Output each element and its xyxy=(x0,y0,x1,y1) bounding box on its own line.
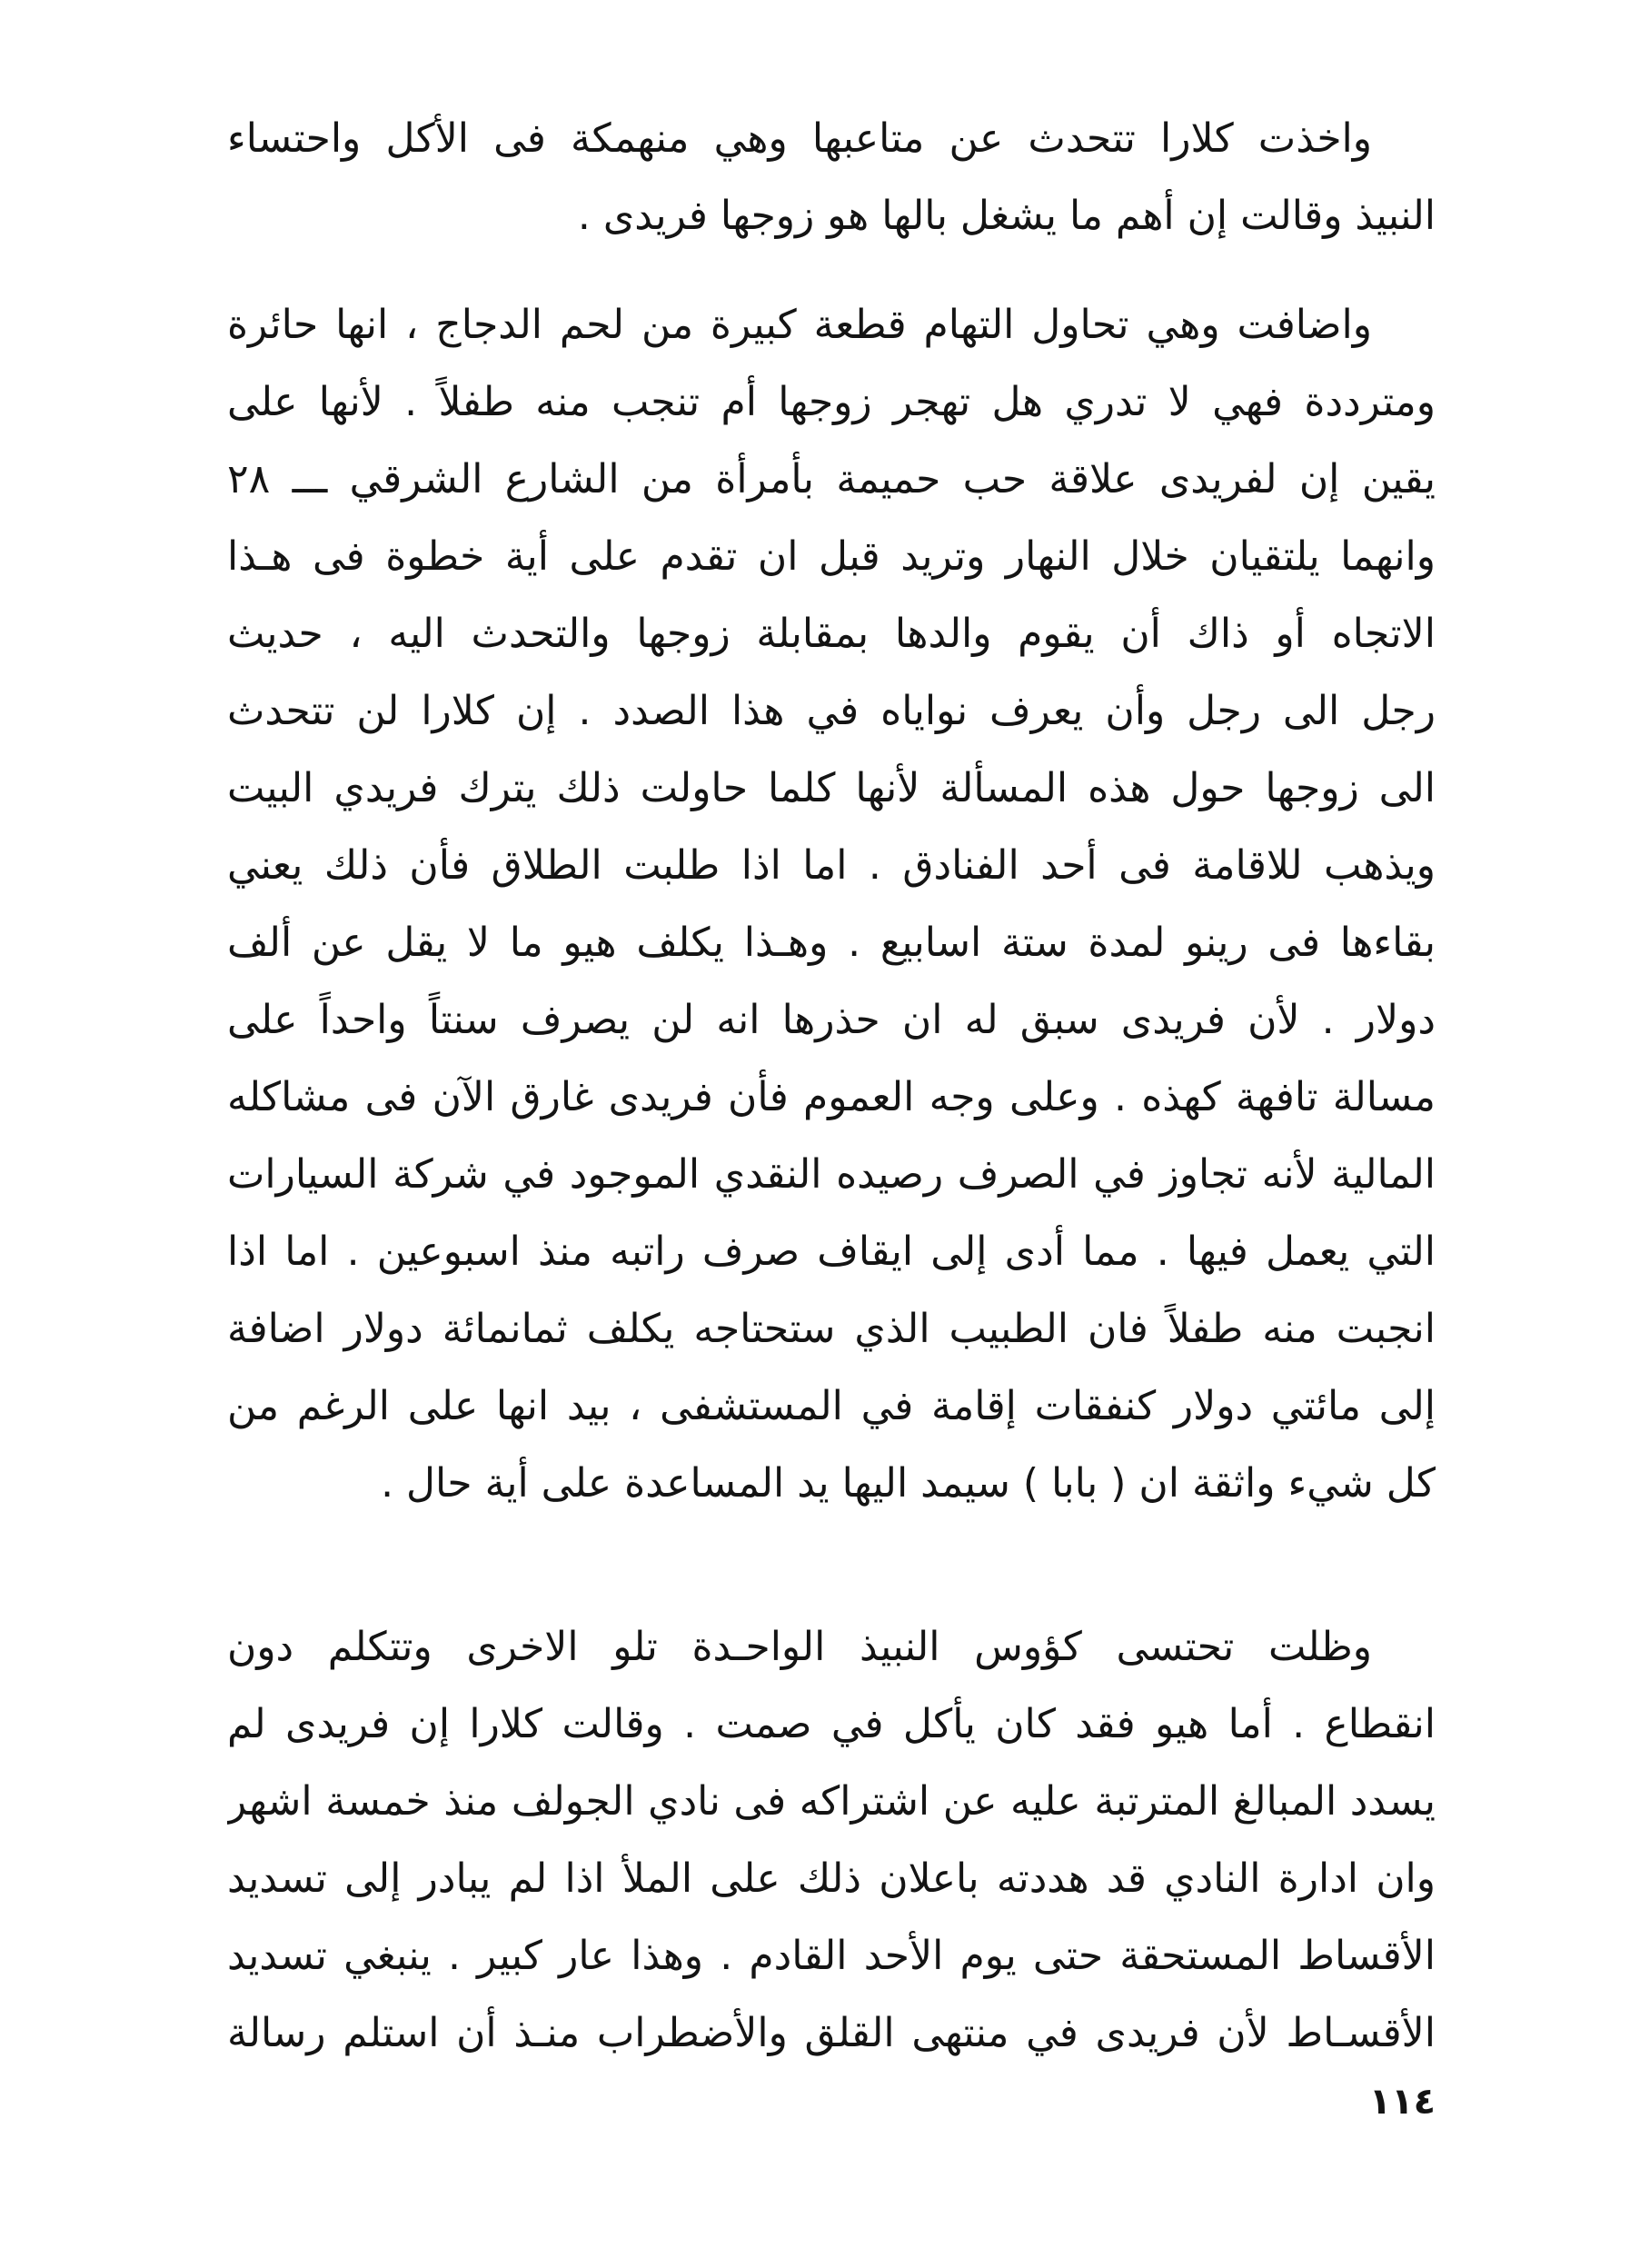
text-line: انقطاع . أما هيو فقد كان يأكل في صمت . وقالت كلارا إن فريدى لم xyxy=(227,1701,1436,1747)
text-line: وانهما يلتقيان خلال النهار وتريد قبل ان تقدم على أية خطوة فى هـذا xyxy=(227,533,1436,580)
text-line: المالية لأنه تجاوز في الصرف رصيده النقدي الموجود في شركة السيارات xyxy=(227,1151,1436,1198)
text-line: إلى مائتي دولار كنفقات إقامة في المستشفى ، بيد انها على الرغم من xyxy=(227,1383,1436,1429)
text-line: الاتجاه أو ذاك أن يقوم والدها بمقابلة زوجها والتحدث اليه ، حديث xyxy=(227,611,1436,657)
text-line: وان ادارة النادي قد هددته باعلان ذلك على الملأ اذا لم يبادر إلى تسديد xyxy=(227,1855,1436,1902)
text-line: دولار . لأن فريدى سبق له ان حذرها انه لن يصرف سنتاً واحداً على xyxy=(227,997,1436,1043)
text-line: واخذت كلارا تتحدث عن متاعبها وهي منهمكة فى الأكل واحتساء xyxy=(227,115,1372,162)
text-line: بقاءها فى رينو لمدة ستة اسابيع . وهـذا يكلف هيو ما لا يقل عن ألف xyxy=(227,920,1436,966)
text-line: الأقسـاط لأن فريدى في منتهى القلق والأضطراب منـذ أن استلم رسالة xyxy=(227,2010,1436,2056)
text-line: يسدد المبالغ المترتبة عليه عن اشتراكه فى نادي الجولف منذ خمسة اشهر xyxy=(227,1778,1436,1825)
text-line: كل شيء واثقة ان ( بابا ) سيمد اليها يد المساعدة على أية حال . xyxy=(381,1460,1436,1507)
text-line: واضافت وهي تحاول التهام قطعة كبيرة من لحم الدجاج ، انها حائرة xyxy=(227,302,1372,348)
paragraph-2 xyxy=(227,286,1436,1522)
text-line: التي يعمل فيها . مما أدى إلى ايقاف صرف راتبه منذ اسبوعين . اما اذا xyxy=(227,1228,1436,1275)
text-line: انجبت منه طفلاً فان الطبيب الذي ستحتاجه يكلف ثمانمائة دولار اضافة xyxy=(227,1306,1436,1352)
text-line: النبيذ وقالت إن أهم ما يشغل بالها هو زوجها فريدى . xyxy=(577,193,1436,239)
paragraph-1 xyxy=(227,100,1436,254)
page-number: ١١٤ xyxy=(1368,2081,1436,2123)
paragraph-3 xyxy=(227,1608,1436,2072)
text-line: وظلت تحتسى كؤوس النبيذ الواحـدة تلو الاخرى وتتكلم دون xyxy=(227,1624,1372,1670)
text-line: الأقساط المستحقة حتى يوم الأحد القادم . وهذا عار كبير . ينبغي تسديد xyxy=(227,1933,1436,1979)
text-line: يقين إن لفريدى علاقة حب حميمة بأمرأة من الشارع الشرقي ـــ ٢٨ xyxy=(227,456,1436,502)
text-line: الى زوجها حول هذه المسألة لأنها كلما حاولت ذلك يترك فريدي البيت xyxy=(227,765,1436,811)
text-line: مسالة تافهة كهذه . وعلى وجه العموم فأن فريدى غارق الآن فى مشاكله xyxy=(227,1074,1436,1120)
text-line: ومترددة فهي لا تدري هل تهجر زوجها أم تنجب منه طفلاً . لأنها على xyxy=(227,379,1436,425)
text-line: ويذهب للاقامة فى أحد الفنادق . اما اذا طلبت الطلاق فأن ذلك يعني xyxy=(227,842,1436,889)
text-line: رجل الى رجل وأن يعرف نواياه في هذا الصدد . إن كلارا لن تتحدث xyxy=(227,688,1436,734)
